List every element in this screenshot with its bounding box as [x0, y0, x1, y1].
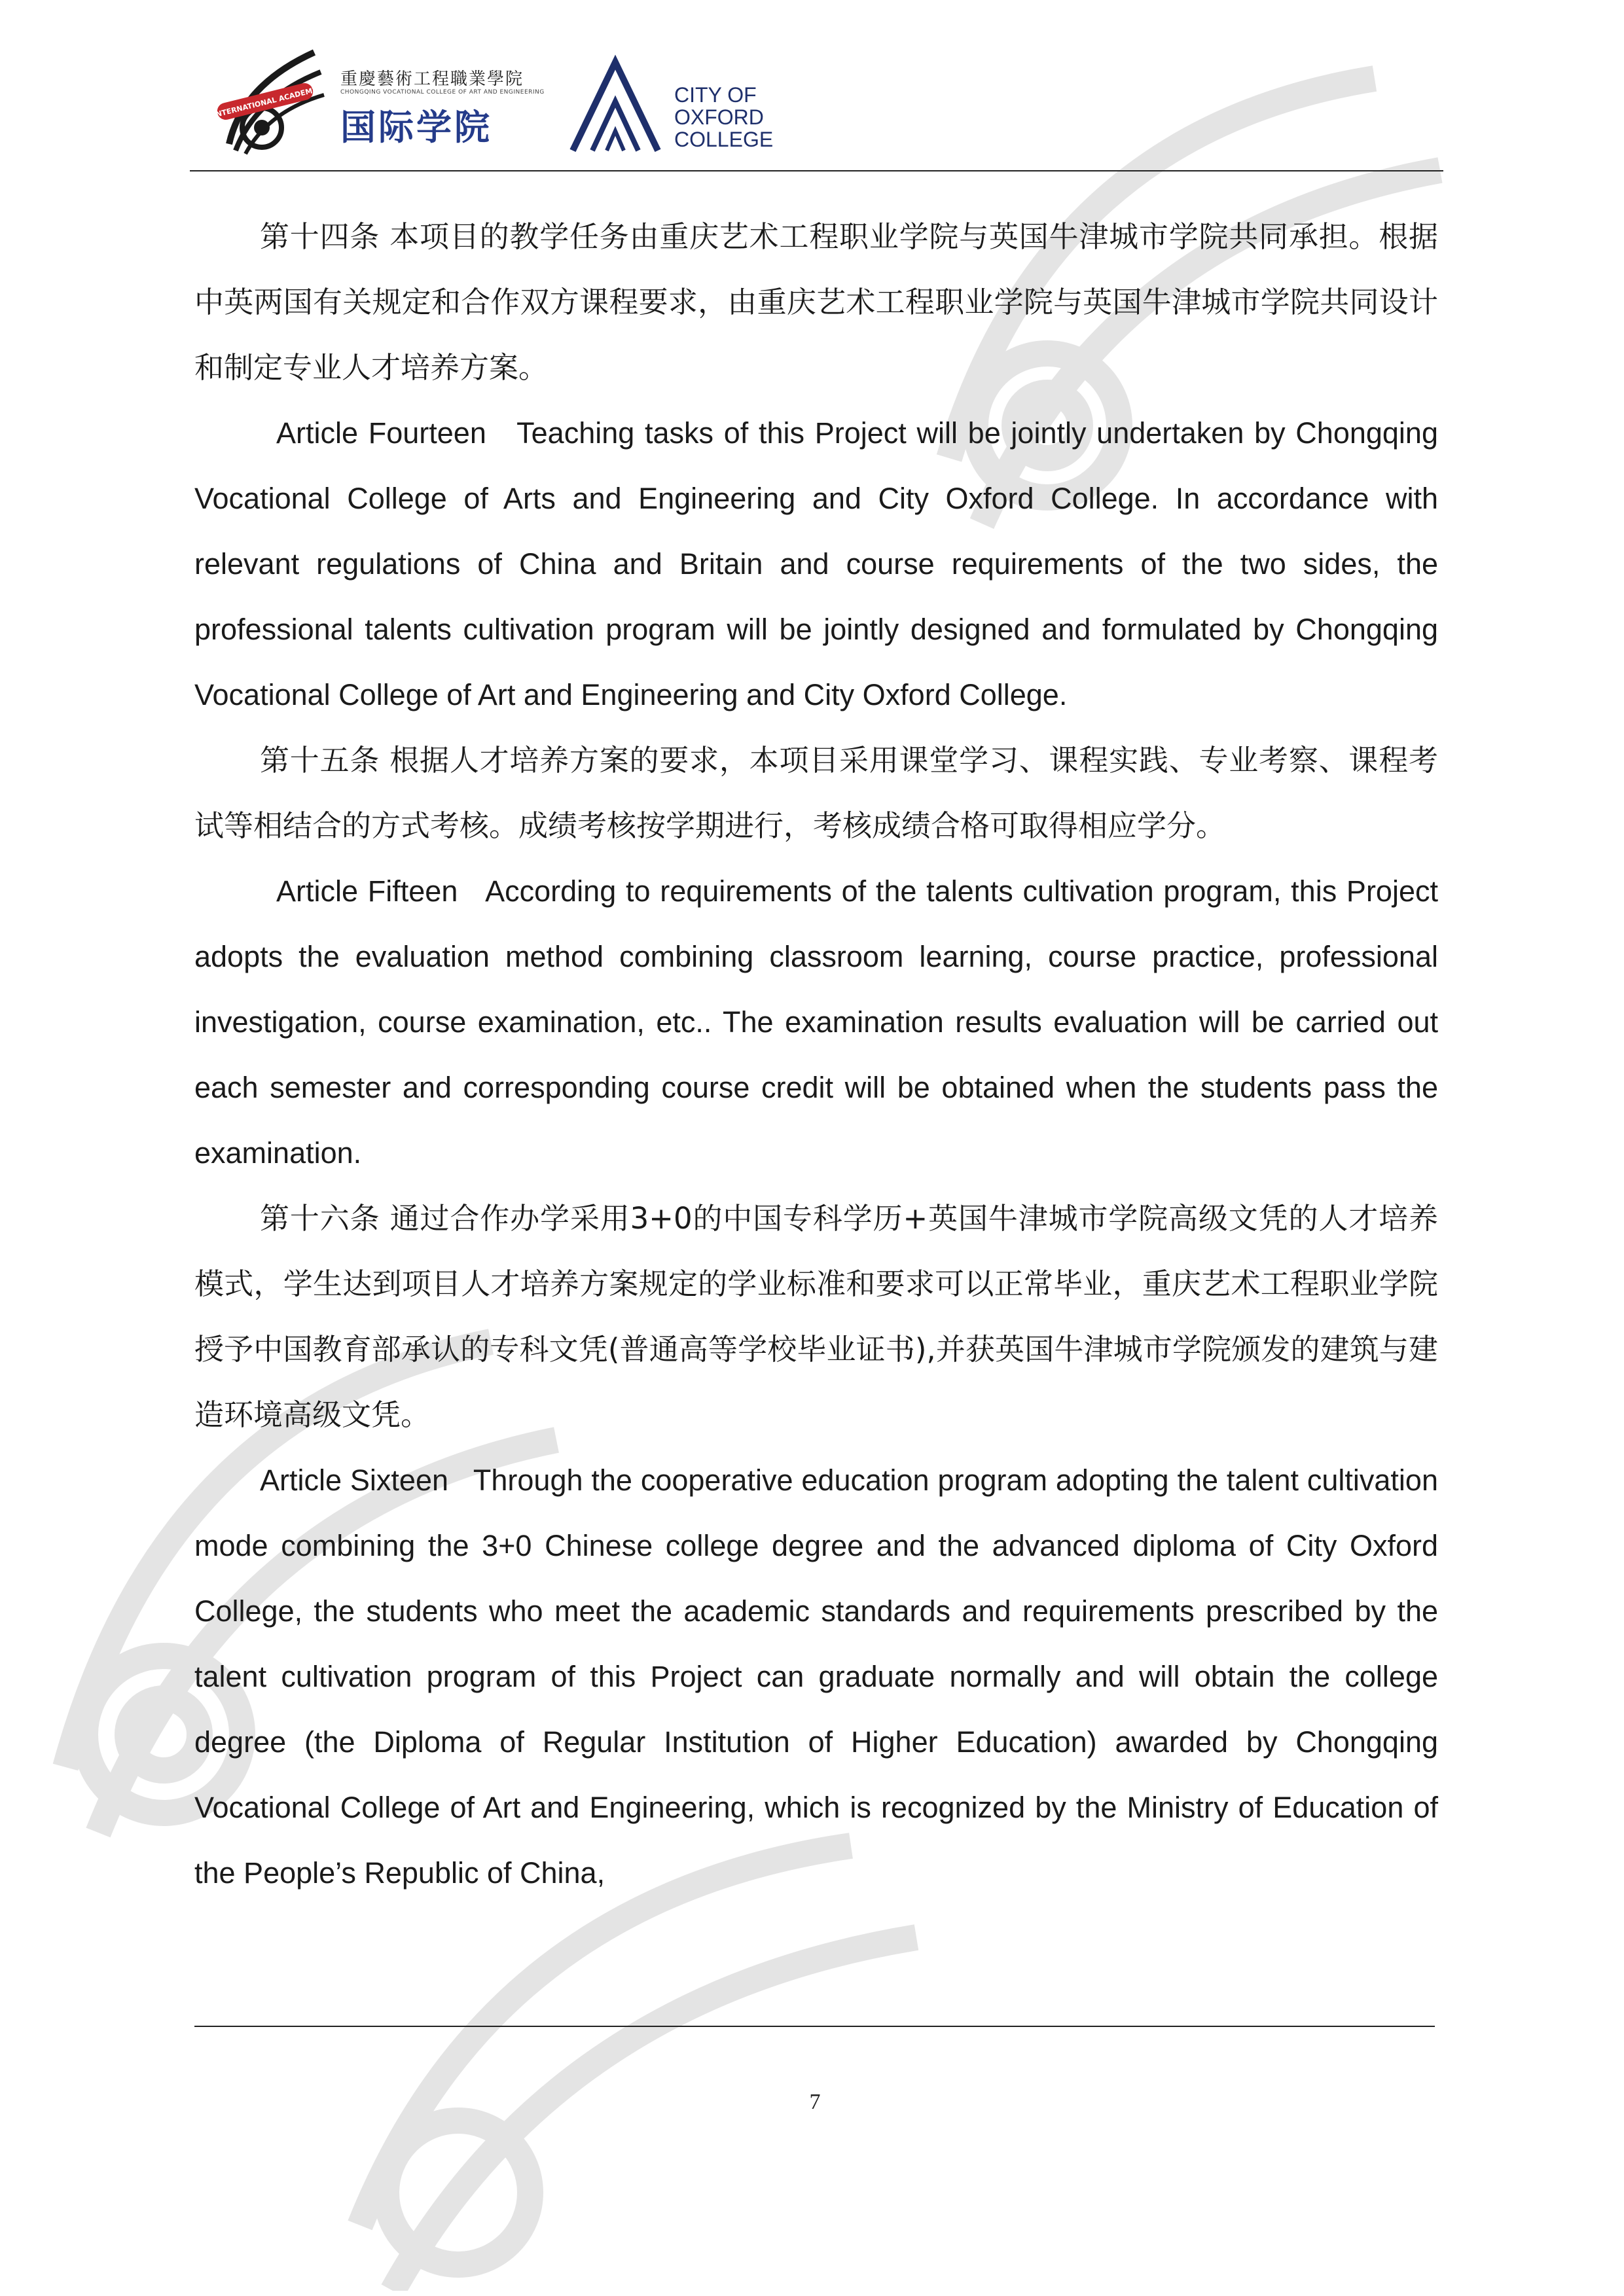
page-header	[190, 39, 1440, 173]
header-divider	[190, 170, 1443, 171]
article-16-cn-text: 通过合作办学采用3+0的中国专科学历+英国牛津城市学院高级文凭的人才培养模式，学生达到项目人才培养方案规定的学业标准和要求可以正常毕业，重庆艺术工程职业学院授予中国教育部承认的专科文凭(普通高等学校毕业证书),并获英国牛津城市学院颁发的建筑与建造环境高级文凭。	[194, 1201, 1438, 1432]
city-of-oxford-logo-text	[674, 84, 773, 151]
article-14-en	[194, 401, 1438, 728]
city-of-oxford-logo-icon	[566, 52, 664, 157]
article-14-cn	[194, 204, 1438, 401]
article-15-en	[194, 859, 1438, 1186]
article-14-en-label: Article Fourteen	[276, 416, 486, 450]
document-body	[194, 204, 1438, 1906]
international-academy-logo	[216, 46, 327, 157]
academy-logo-text	[340, 59, 589, 157]
article-14-en-text: Teaching tasks of this Project will be jointly undertaken by Chongqing Vocational College of Arts and Engineering and City Oxford College. In accordance with relevant regulations of China and Britain and course requirements of the two sides, the professional talents cultivation program will be jointly designed and formulated by Chongqing Vocational College of Art and Engineering and City Oxford College.	[194, 416, 1438, 711]
article-15-en-label: Article Fifteen	[276, 874, 458, 908]
logo2-line-3: COLLEGE	[674, 128, 774, 151]
article-16-en	[194, 1448, 1438, 1906]
article-15-en-text: According to requirements of the talents cultivation program, this Project adopts the evaluation method combining classroom learning, course practice, professional investigation, course examination, etc.. The examination results evaluation will be carried out each semester and corresponding course credit will be obtained when the students pass the examination.	[194, 874, 1438, 1170]
article-15-cn-label: 第十五条	[260, 743, 380, 778]
logo2-line-1: CITY OF	[674, 83, 757, 107]
article-16-en-label: Article Sixteen	[260, 1463, 449, 1497]
international-academy-cn: 国际学院	[340, 107, 492, 148]
footer-divider	[194, 2026, 1435, 2027]
academy-badge-text: INTERNATIONAL ACADEMY	[216, 85, 319, 120]
logo2-line-2: OXFORD	[674, 105, 764, 129]
college-name-cn: 重慶藝術工程職業學院	[340, 69, 524, 89]
page-number: 7	[809, 2090, 821, 2114]
article-14-cn-label: 第十四条	[260, 219, 380, 254]
article-15-cn-text: 根据人才培养方案的要求，本项目采用课堂学习、课程实践、专业考察、课程考试等相结合的方式考核。成绩考核按学期进行，考核成绩合格可取得相应学分。	[194, 743, 1438, 843]
article-16-en-text: Through the cooperative education program adopting the talent cultivation mode combining the 3+0 Chinese college degree and the advanced diploma of City Oxford College, the students who meet the academic standards and requirements prescribed by the talent cultivation program of this Project can graduate normally and will obtain the college degree (the Diploma of Regular Institution of Higher Education) awarded by Chongqing Vocational College of Art and Engineering, which is recognized by the Ministry of Education of the People’s Republic of China,	[194, 1463, 1438, 1890]
college-name-en: CHONGQING VOCATIONAL COLLEGE OF ART AND ENGINEERING	[340, 89, 545, 96]
article-16-cn	[194, 1186, 1438, 1448]
article-15-cn	[194, 728, 1438, 859]
article-16-cn-label: 第十六条	[260, 1201, 380, 1236]
article-14-cn-text: 本项目的教学任务由重庆艺术工程职业学院与英国牛津城市学院共同承担。根据中英两国有关规定和合作双方课程要求，由重庆艺术工程职业学院与英国牛津城市学院共同设计和制定专业人才培养方案。	[194, 219, 1438, 385]
